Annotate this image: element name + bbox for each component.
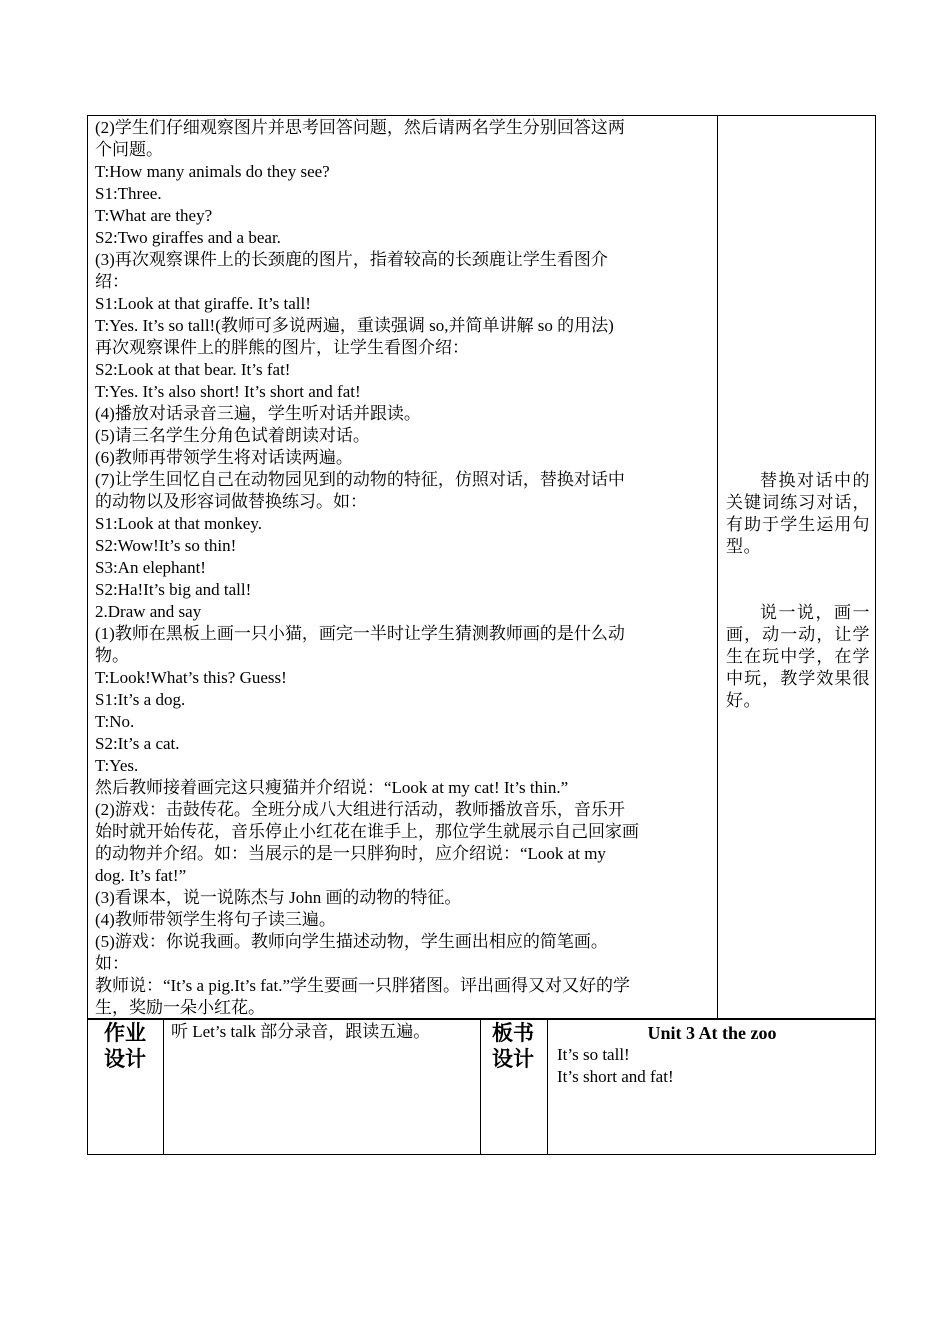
column-divider xyxy=(547,1019,548,1155)
procedure-line: (3)看课本，说一说陈杰与 John 画的动物的特征。 xyxy=(95,888,462,907)
procedure-line: (4)播放对话录音三遍，学生听对话并跟读。 xyxy=(95,404,421,423)
procedure-line: (6)教师再带领学生将对话读两遍。 xyxy=(95,448,353,467)
procedure-line: 生，奖励一朵小红花。 xyxy=(95,998,265,1017)
procedure-line: (2)游戏：击鼓传花。全班分成八大组进行活动，教师播放音乐，音乐开 xyxy=(95,800,625,819)
procedure-line: 的动物并介绍。如：当展示的是一只胖狗时，应介绍说：“Look at my xyxy=(95,844,606,863)
procedure-line: S1:Three. xyxy=(95,184,162,203)
procedure-line: S2:Two giraffes and a bear. xyxy=(95,228,281,247)
procedure-line: 绍： xyxy=(95,272,129,291)
procedure-line: (7)让学生回忆自己在动物园见到的动物的特征，仿照对话，替换对话中 xyxy=(95,470,625,489)
procedure-line: (1)教师在黑板上画一只小猫，画完一半时让学生猜测教师画的是什么动 xyxy=(95,624,625,643)
procedure-column xyxy=(95,117,713,1019)
column-divider xyxy=(480,1019,481,1155)
homework-text: 听 Let’s talk 部分录音，跟读五遍。 xyxy=(171,1022,431,1041)
notes-column xyxy=(726,470,870,712)
procedure-line: S3:An elephant! xyxy=(95,558,206,577)
procedure-line: 教师说：“It’s a pig.It’s fat.”学生要画一只胖猪图。评出画得又对又好的学 xyxy=(95,976,630,995)
procedure-line: dog. It’s fat!” xyxy=(95,866,187,885)
procedure-line: T:What are they? xyxy=(95,206,213,225)
column-divider xyxy=(717,115,718,1019)
procedure-line: S1:Look at that giraffe. It’s tall! xyxy=(95,294,311,313)
procedure-line: (3)再次观察课件上的长颈鹿的图片，指着较高的长颈鹿让学生看图介 xyxy=(95,250,608,269)
design-note-substitution: 替换对话中的关键词练习对话，有助于学生运用句型。 xyxy=(726,471,870,556)
procedure-line: S2:Ha!It’s big and tall! xyxy=(95,580,252,599)
procedure-line: S1:It’s a dog. xyxy=(95,690,186,709)
procedure-line: T:Yes. xyxy=(95,756,139,775)
procedure-line: T:Yes. It’s so tall!(教师可多说两遍，重读强调 so,并简单讲解 so 的用法) xyxy=(95,316,614,335)
procedure-line: (5)游戏：你说我画。教师向学生描述动物，学生画出相应的简笔画。 xyxy=(95,932,608,951)
procedure-line: S2:Wow!It’s so thin! xyxy=(95,536,237,555)
procedure-line: 然后教师接着画完这只瘦猫并介绍说：“Look at my cat! It’s thin.” xyxy=(95,778,569,797)
board-line: It’s so tall! xyxy=(557,1045,630,1064)
procedure-line: S2:Look at that bear. It’s fat! xyxy=(95,360,291,379)
procedure-line: 如： xyxy=(95,954,129,973)
procedure-line: (4)教师带领学生将句子读三遍。 xyxy=(95,910,336,929)
procedure-line: 2.Draw and say xyxy=(95,602,202,621)
board-title: Unit 3 At the zoo xyxy=(647,1023,777,1043)
procedure-line: 物。 xyxy=(95,646,129,665)
design-note-draw-and-say: 说一说，画一画，动一动，让学生在玩中学，在学中玩，教学效果很好。 xyxy=(726,603,870,710)
procedure-line: 的动物以及形容词做替换练习。如： xyxy=(95,492,367,511)
procedure-line: T:Yes. It’s also short! It’s short and fat! xyxy=(95,382,361,401)
board-design-label: 板书 设计 xyxy=(492,1021,534,1071)
board-line: It’s short and fat! xyxy=(557,1067,674,1086)
procedure-line: 再次观察课件上的胖熊的图片，让学生看图介绍： xyxy=(95,338,469,357)
procedure-line: S2:It’s a cat. xyxy=(95,734,180,753)
procedure-line: (2)学生们仔细观察图片并思考回答问题，然后请两名学生分别回答这两 xyxy=(95,118,625,137)
procedure-line: 个问题。 xyxy=(95,140,163,159)
procedure-line: T:No. xyxy=(95,712,135,731)
homework-label: 作业 设计 xyxy=(104,1021,146,1071)
procedure-line: (5)请三名学生分角色试着朗读对话。 xyxy=(95,426,370,445)
procedure-line: T:Look!What’s this? Guess! xyxy=(95,668,287,687)
procedure-line: S1:Look at that monkey. xyxy=(95,514,262,533)
procedure-line: 始时就开始传花，音乐停止小红花在谁手上，那位学生就展示自己回家画 xyxy=(95,822,639,841)
procedure-line: T:How many animals do they see? xyxy=(95,162,330,181)
column-divider xyxy=(163,1019,164,1155)
